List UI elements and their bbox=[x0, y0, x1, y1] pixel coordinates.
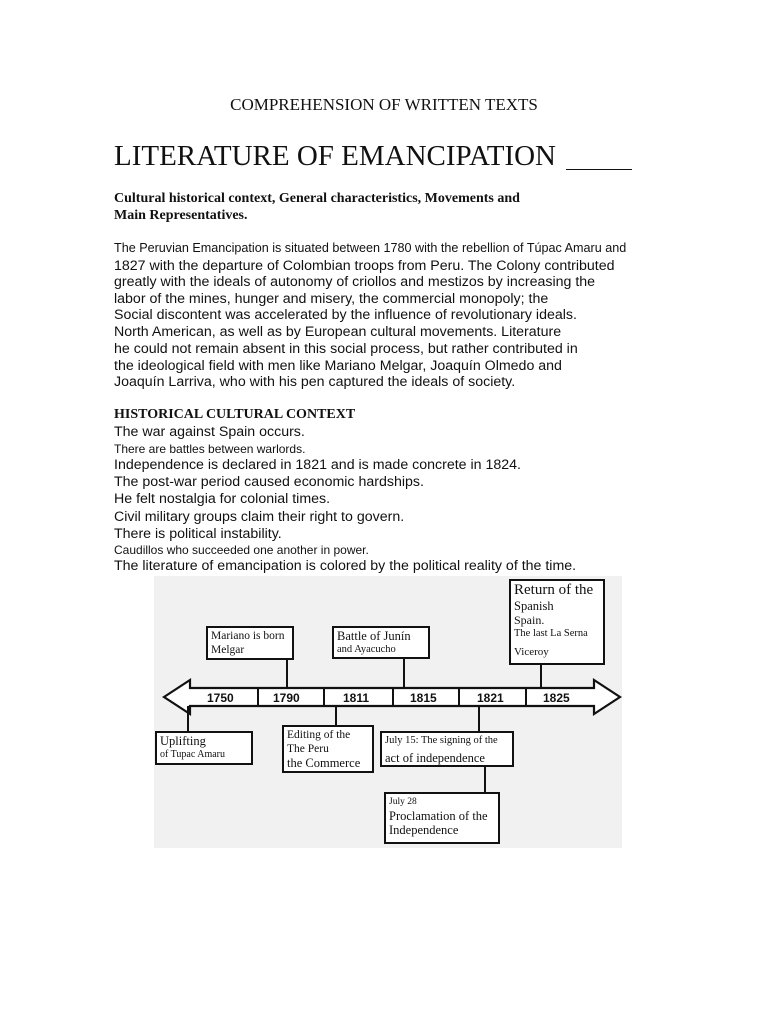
context-line: Caudillos who succeeded one another in power. bbox=[114, 543, 369, 557]
connector-line bbox=[403, 658, 405, 688]
connector-line bbox=[540, 664, 542, 688]
timeline-year: 1821 bbox=[477, 691, 504, 705]
subtitle-line: Main Representatives. bbox=[114, 208, 248, 223]
document-header: COMPREHENSION OF WRITTEN TEXTS bbox=[230, 95, 538, 114]
context-line: The literature of emancipation is colored by the political reality of the time. bbox=[114, 558, 577, 574]
event-box-return-spain bbox=[509, 579, 605, 665]
document-title: LITERATURE OF EMANCIPATION bbox=[114, 140, 556, 172]
event-box-battle-junin bbox=[332, 626, 430, 659]
paragraph-line: greatly with the ideals of autonomy of criollos and mestizos by increasing the bbox=[114, 274, 596, 290]
timeline-year: 1825 bbox=[543, 691, 570, 705]
event-text: Mariano is born bbox=[211, 630, 285, 642]
event-text: Uplifting bbox=[160, 734, 206, 748]
event-text: Independence bbox=[389, 823, 459, 837]
event-text: Return of the bbox=[514, 582, 594, 598]
event-box-tupac-amaru bbox=[155, 731, 253, 765]
context-line: The post-war period caused economic hardships. bbox=[114, 474, 424, 490]
context-line: Civil military groups claim their right to govern. bbox=[114, 509, 405, 525]
event-text: July 28 bbox=[389, 797, 417, 807]
event-text: the Commerce bbox=[287, 756, 361, 770]
event-text: act of independence bbox=[385, 751, 485, 765]
connector-line bbox=[484, 764, 486, 792]
event-text: Spain. bbox=[514, 613, 545, 627]
event-text: The last La Serna bbox=[514, 628, 588, 639]
event-box-signing-independence bbox=[380, 731, 514, 767]
section-heading: HISTORICAL CULTURAL CONTEXT bbox=[114, 407, 356, 422]
paragraph-line: 1827 with the departure of Colombian troops from Peru. The Colony contributed bbox=[114, 258, 615, 274]
paragraph-line: labor of the mines, hunger and misery, the commercial monopoly; the bbox=[114, 291, 549, 307]
context-line: There are battles between warlords. bbox=[114, 442, 306, 456]
connector-line bbox=[478, 706, 480, 732]
event-text: Spanish bbox=[514, 599, 554, 613]
context-line: There is political instability. bbox=[114, 526, 282, 542]
event-text: Editing of the bbox=[287, 729, 351, 741]
event-text: Viceroy bbox=[514, 646, 549, 658]
timeline-year: 1815 bbox=[410, 691, 437, 705]
paragraph-line: The Peruvian Emancipation is situated between 1780 with the rebellion of Túpac Amaru and bbox=[114, 241, 627, 255]
event-text: Melgar bbox=[211, 644, 245, 656]
paragraph-line: Joaquín Larriva, who with his pen captured the ideals of society. bbox=[114, 374, 516, 390]
timeline-diagram bbox=[154, 576, 622, 848]
event-box-proclamation bbox=[384, 792, 500, 844]
subtitle-line: Cultural historical context, General characteristics, Movements and bbox=[114, 191, 520, 206]
document-subtitle bbox=[114, 190, 574, 224]
event-text: Proclamation of the bbox=[389, 809, 488, 823]
event-text: July 15: The signing of the bbox=[385, 735, 498, 746]
connector-line bbox=[187, 706, 189, 732]
timeline-year: 1750 bbox=[207, 691, 234, 705]
title-underline bbox=[566, 169, 632, 170]
timeline-year: 1790 bbox=[273, 691, 300, 705]
connector-line bbox=[335, 706, 337, 726]
context-line: He felt nostalgia for colonial times. bbox=[114, 491, 331, 507]
event-box-melgar-birth bbox=[206, 626, 294, 660]
event-text: Battle of Junín bbox=[337, 629, 411, 643]
paragraph-line: the ideological field with men like Mariano Melgar, Joaquín Olmedo and bbox=[114, 358, 562, 374]
paragraph-line: Social discontent was accelerated by the influence of revolutionary ideals. bbox=[114, 307, 577, 323]
event-text: of Tupac Amaru bbox=[160, 749, 225, 760]
connector-line bbox=[286, 660, 288, 688]
event-text: and Ayacucho bbox=[337, 644, 396, 655]
event-box-editing-peru bbox=[282, 725, 374, 773]
event-text: The Peru bbox=[287, 743, 329, 755]
paragraph-line: North American, as well as by European cultural movements. Literature bbox=[114, 324, 562, 340]
context-line: The war against Spain occurs. bbox=[114, 424, 305, 440]
paragraph-line: he could not remain absent in this social process, but rather contributed in bbox=[114, 341, 578, 357]
context-line: Independence is declared in 1821 and is made concrete in 1824. bbox=[114, 457, 521, 473]
timeline-year: 1811 bbox=[343, 691, 370, 705]
